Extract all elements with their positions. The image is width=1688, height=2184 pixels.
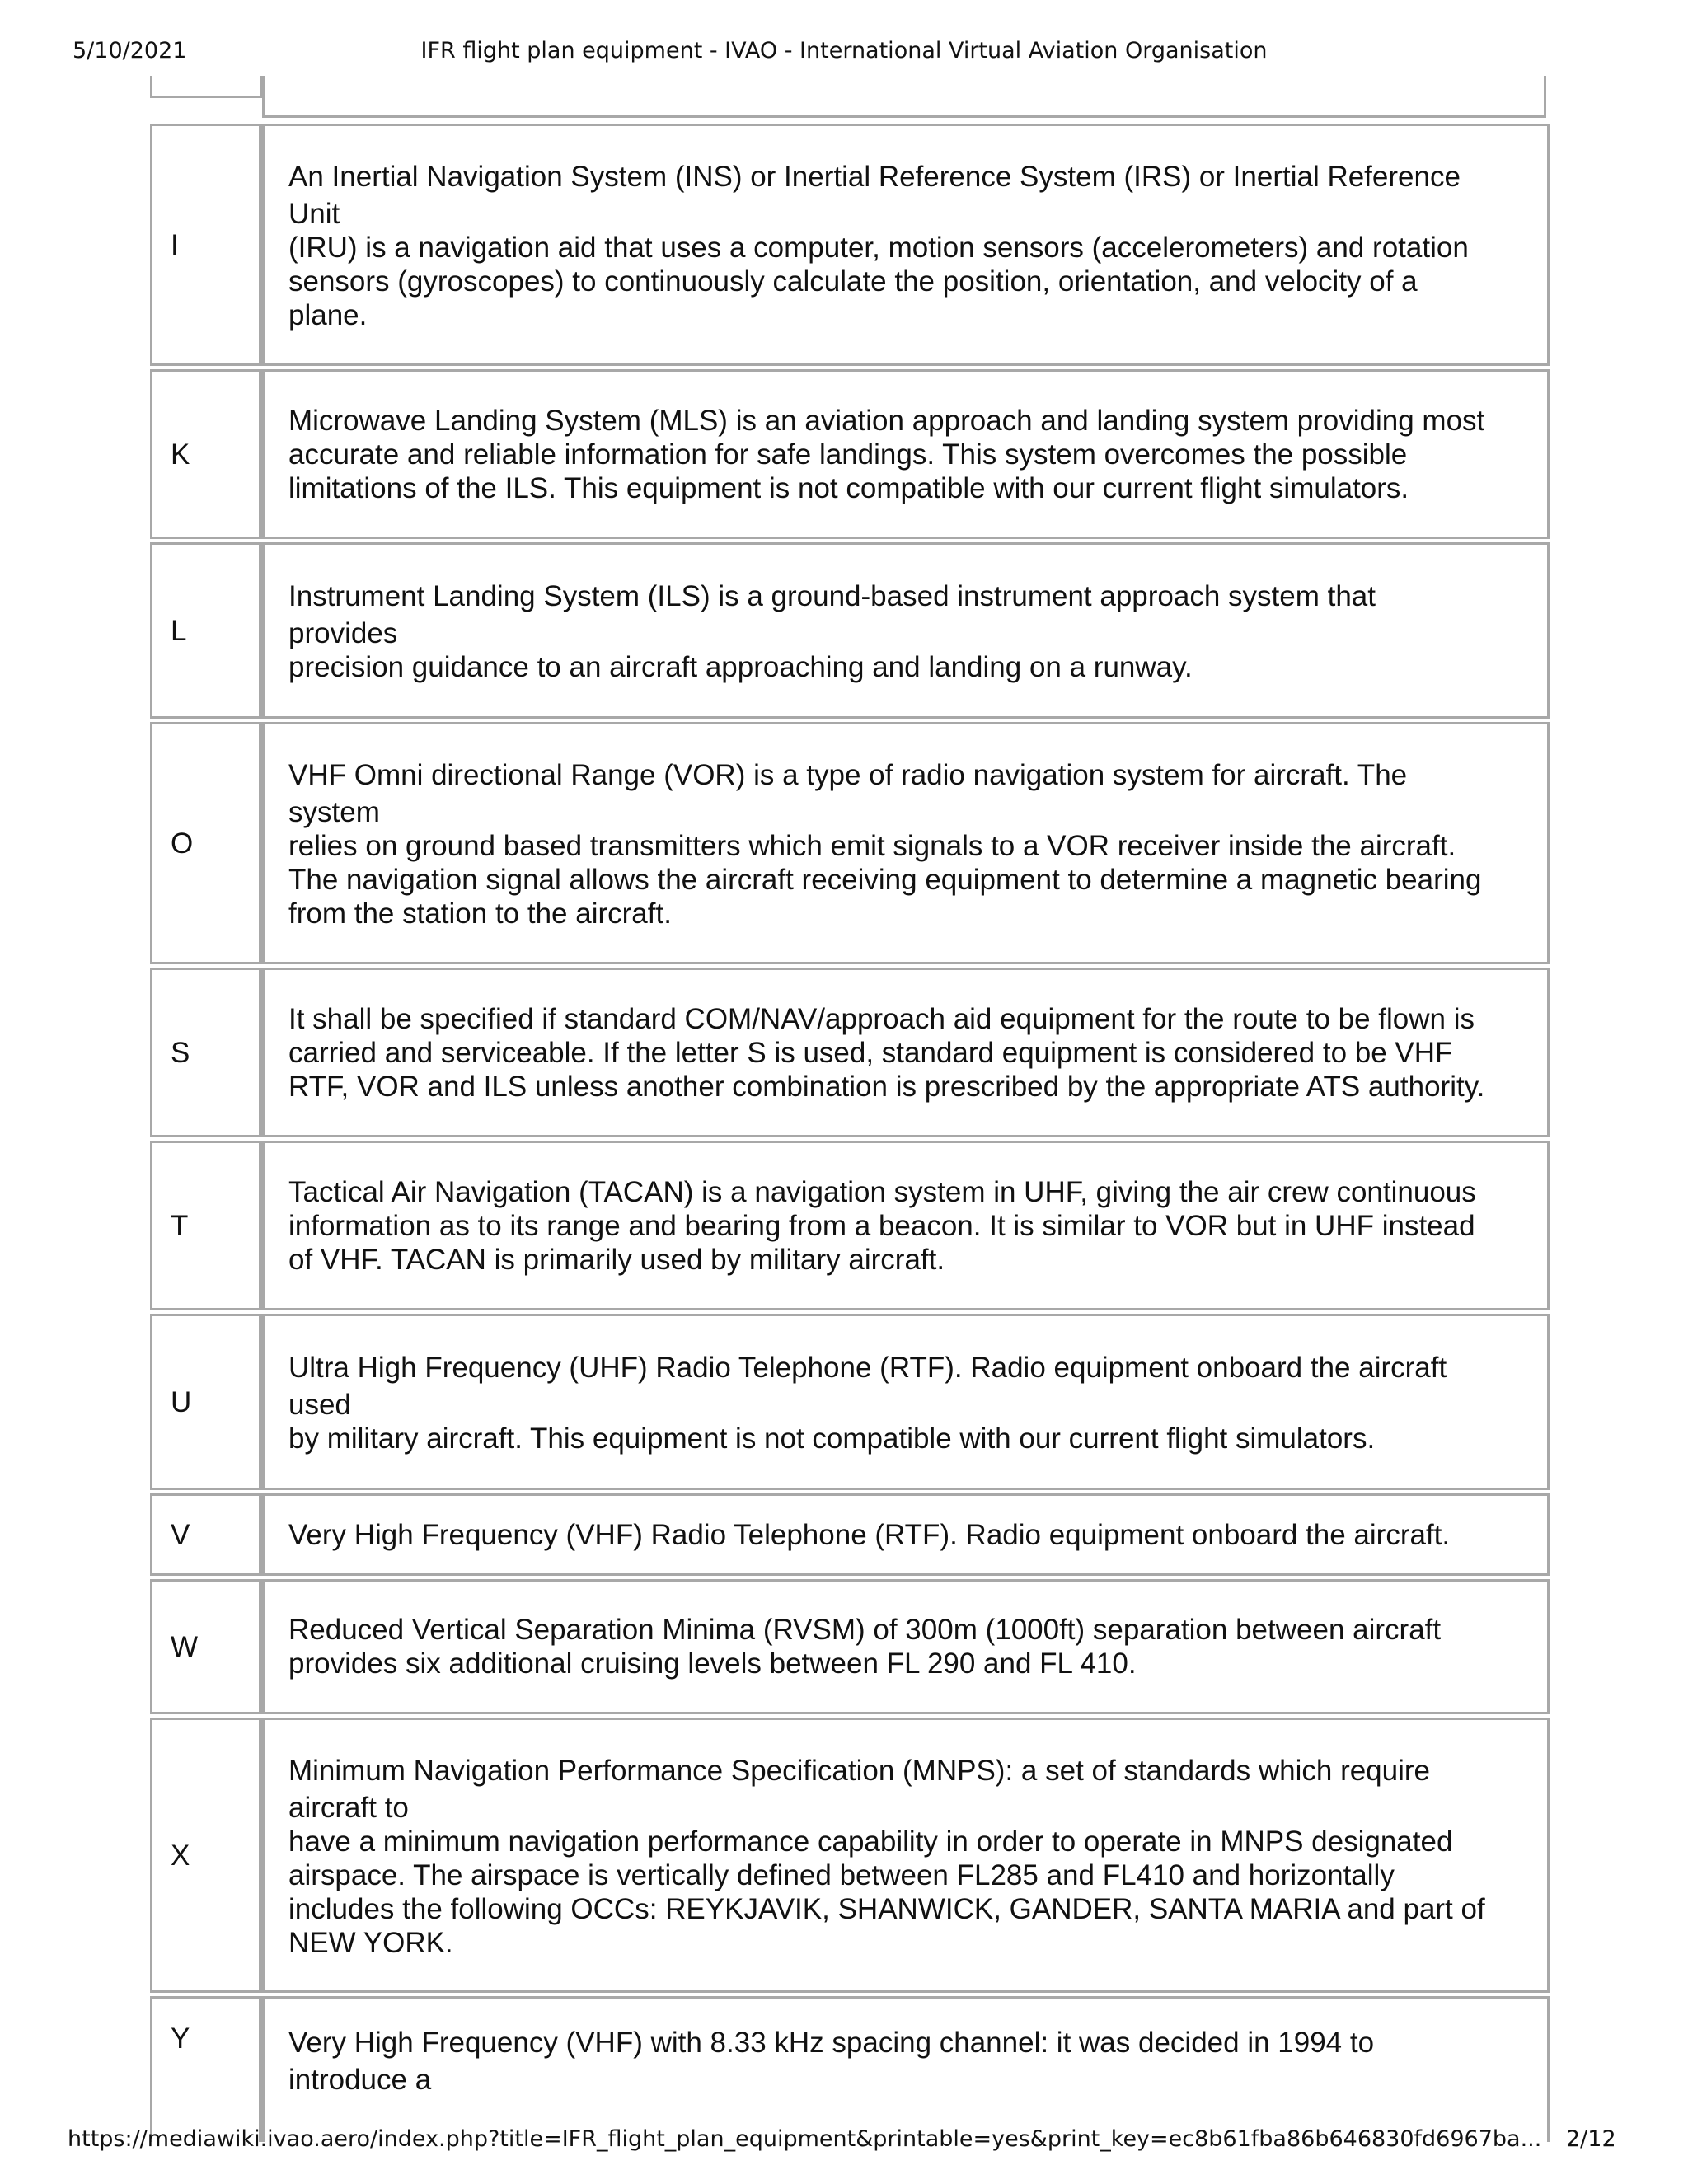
description-line: precision guidance to an aircraft approaching and landing on a runway. [288, 651, 1193, 683]
description-line: provides six additional cruising levels between FL 290 and FL 410. [288, 1647, 1137, 1680]
description-line: airspace. The airspace is vertically defined between FL285 and FL410 and horizontally [288, 1858, 1395, 1891]
equipment-row [150, 1493, 1550, 1576]
equipment-code: S [150, 968, 262, 1137]
equipment-description [262, 968, 1550, 1137]
equipment-description [262, 124, 1550, 366]
description-line: relies on ground based transmitters which emit signals to a VOR receiver inside the aircraft. [288, 830, 1456, 862]
equipment-row [150, 542, 1550, 719]
equipment-code: Y [150, 1996, 262, 2142]
equipment-row [150, 1141, 1550, 1310]
equipment-code: K [150, 369, 262, 539]
print-date: 5/10/2021 [73, 38, 187, 63]
equipment-description [262, 1718, 1550, 1993]
equipment-code: U [150, 1314, 262, 1490]
equipment-row [150, 1579, 1550, 1714]
description-line: have a minimum navigation performance capability in order to operate in MNPS designated [288, 1825, 1453, 1858]
previous-row-continuation [150, 76, 1548, 119]
description-line: It shall be specified if standard COM/NAV/approach aid equipment for the route to be flown is [288, 1002, 1475, 1035]
page-url: https://mediawiki.ivao.aero/index.php?title=IFR_flight_plan_equipment&printable=yes&print_key=ec8b61fba86b646830fd6967ba... [68, 2126, 1542, 2152]
previous-row-description-cell [262, 76, 1546, 118]
description-line: The navigation signal allows the aircraft receiving equipment to determine a magnetic bearing [288, 864, 1482, 896]
description-line: includes the following OCCs: REYKJAVIK, SHANWICK, GANDER, SANTA MARIA and part of [288, 1892, 1485, 1925]
description-line: by military aircraft. This equipment is not compatible with our current flight simulators. [288, 1422, 1376, 1455]
equipment-description [262, 1996, 1550, 2142]
description-line: Very High Frequency (VHF) Radio Telephone (RTF). Radio equipment onboard the aircraft. [288, 1518, 1451, 1551]
print-header [0, 38, 1688, 71]
equipment-code: O [150, 722, 262, 964]
description-line: Tactical Air Navigation (TACAN) is a navigation system in UHF, giving the air crew continuous [288, 1175, 1476, 1208]
equipment-code: X [150, 1718, 262, 1993]
description-line: information as to its range and bearing from a beacon. It is similar to VOR but in UHF instead [288, 1209, 1475, 1242]
description-line: Microwave Landing System (MLS) is an aviation approach and landing system providing most [288, 404, 1485, 437]
document-title: IFR flight plan equipment - IVAO - International Virtual Aviation Organisation [420, 38, 1268, 63]
description-line: plane. [288, 299, 368, 331]
description-line: limitations of the ILS. This equipment is not compatible with our current flight simulators. [288, 471, 1409, 504]
description-line: used [288, 1389, 351, 1421]
description-line: VHF Omni directional Range (VOR) is a type of radio navigation system for aircraft. The [288, 759, 1408, 791]
description-line: Unit [288, 198, 340, 230]
description-line: Ultra High Frequency (UHF) Radio Telephone (RTF). Radio equipment onboard the aircraft [288, 1352, 1447, 1384]
description-line: aircraft to [288, 1791, 409, 1824]
description-line: Instrument Landing System (ILS) is a ground-based instrument approach system that [288, 580, 1376, 612]
description-line: (IRU) is a navigation aid that uses a computer, motion sensors (accelerometers) and rotation [288, 232, 1469, 264]
description-line: Minimum Navigation Performance Specification (MNPS): a set of standards which require [288, 1754, 1431, 1787]
description-line: provides [288, 617, 398, 649]
equipment-code: T [150, 1141, 262, 1310]
previous-row-code-cell [150, 76, 262, 98]
equipment-description [262, 722, 1550, 964]
description-line: carried and serviceable. If the letter S is used, standard equipment is considered to be VHF [288, 1036, 1453, 1069]
description-line: NEW YORK. [288, 1926, 453, 1959]
equipment-code: V [150, 1493, 262, 1576]
equipment-code: W [150, 1579, 262, 1714]
description-line: introduce a [288, 2064, 432, 2096]
equipment-description [262, 369, 1550, 539]
equipment-row [150, 1314, 1550, 1490]
page-number: 2/12 [1566, 2126, 1616, 2152]
equipment-row [150, 1718, 1550, 1993]
description-line: system [288, 796, 380, 828]
equipment-description [262, 1141, 1550, 1310]
equipment-description [262, 542, 1550, 719]
equipment-table-body [150, 124, 1550, 2142]
equipment-row [150, 124, 1550, 366]
description-line: sensors (gyroscopes) to continuously calculate the position, orientation, and velocity of a [288, 265, 1418, 298]
description-line: Very High Frequency (VHF) with 8.33 kHz spacing channel: it was decided in 1994 to [288, 2027, 1375, 2059]
equipment-description [262, 1493, 1550, 1576]
equipment-description [262, 1314, 1550, 1490]
equipment-row [150, 968, 1550, 1137]
equipment-code: I [150, 124, 262, 366]
equipment-row [150, 722, 1550, 964]
equipment-row [150, 369, 1550, 539]
description-line: An Inertial Navigation System (INS) or Inertial Reference System (IRS) or Inertial Reference [288, 161, 1461, 193]
description-line: RTF, VOR and ILS unless another combination is prescribed by the appropriate ATS authority. [288, 1070, 1485, 1103]
description-line: of VHF. TACAN is primarily used by military aircraft. [288, 1243, 945, 1276]
equipment-description [262, 1579, 1550, 1714]
description-line: accurate and reliable information for safe landings. This system overcomes the possible [288, 438, 1408, 471]
description-line: Reduced Vertical Separation Minima (RVSM) of 300m (1000ft) separation between aircraft [288, 1614, 1442, 1646]
equipment-table [150, 120, 1550, 2145]
description-line: from the station to the aircraft. [288, 898, 672, 930]
equipment-code: L [150, 542, 262, 719]
equipment-row [150, 1996, 1550, 2142]
